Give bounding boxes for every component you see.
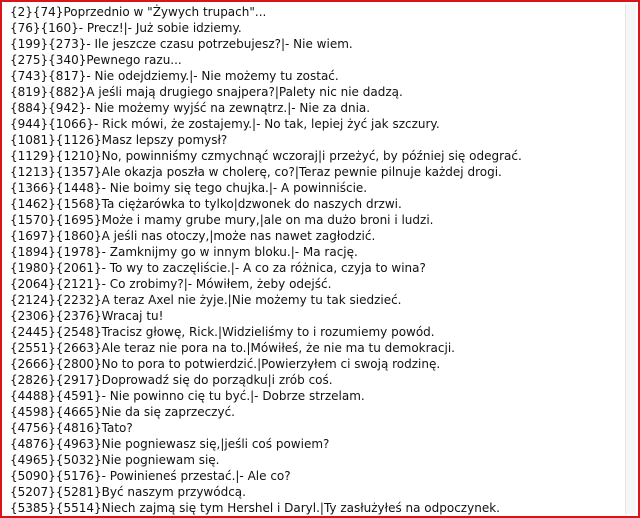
subtitle-line[interactable]: {1570}{1695}Może i mamy grube mury,|ale on ma dużo broni i ludzi. [10,213,434,227]
subtitle-line[interactable]: {4965}{5032}Nie pogniewam się. [10,453,220,467]
subtitle-line[interactable]: {4488}{4591}- Nie powinno cię tu być.|- Dobrze strzelam. [10,389,365,403]
subtitle-line[interactable]: {2445}{2548}Tracisz głowę, Rick.|Widzieliśmy to i rozumiemy powód. [10,325,435,339]
subtitle-line[interactable]: {275}{340}Pewnego razu... [10,53,182,67]
subtitle-line[interactable]: {4756}{4816}Tato? [10,421,133,435]
subtitle-line[interactable]: {2124}{2232}A teraz Axel nie żyje.|Nie możemy tu tak siedzieć. [10,293,402,307]
subtitle-line[interactable]: {2666}{2800}No to pora to potwierdzić.|Powierzyłem ci swoją rodzinę. [10,357,441,371]
subtitle-line[interactable]: {199}{273}- Ile jeszcze czasu potrzebujesz?|- Nie wiem. [10,37,353,51]
subtitle-line[interactable]: {2826}{2917}Doprowadź się do porządku|i zrób coś. [10,373,333,387]
subtitle-line[interactable]: {1081}{1126}Masz lepszy pomysł? [10,133,228,147]
subtitle-line[interactable]: {1129}{1210}No, powinniśmy czmychnąć wczoraj|i przeżyć, by później się odegrać. [10,149,522,163]
subtitle-line[interactable]: {2306}{2376}Wracaj tu! [10,309,164,323]
subtitle-line[interactable]: {5090}{5176}- Powinieneś przestać.|- Ale co? [10,469,291,483]
subtitle-line[interactable]: {1697}{1860}A jeśli nas otoczy,|może nas nawet zagłodzić. [10,229,376,243]
subtitle-line[interactable]: {1213}{1357}Ale okazja poszła w cholerę, co?|Teraz pewnie pilnuje każdej drogi. [10,165,502,179]
subtitle-line[interactable]: {1366}{1448}- Nie boimy się tego chujka.|- A powinniście. [10,181,368,195]
subtitle-text-area[interactable] [10,4,624,516]
subtitle-line[interactable]: {1980}{2061}- To wy to zaczęliście.|- A co za różnica, czyja to wina? [10,261,426,275]
subtitle-line[interactable]: {76}{160}- Precz!|- Już sobie idziemy. [10,21,242,35]
subtitle-line[interactable]: {2064}{2121}- Co zrobimy?|- Mówiłem, żeby odejść. [10,277,332,291]
subtitle-line[interactable]: {743}{817}- Nie odejdziemy.|- Nie możemy tu zostać. [10,69,339,83]
subtitle-line[interactable]: {5207}{5281}Być naszym przywódcą. [10,485,246,499]
subtitle-line[interactable]: {884}{942}- Nie możemy wyjść na zewnątrz.|- Nie za dnia. [10,101,371,115]
subtitle-line[interactable]: {2}{74}Poprzednio w "Żywych trupach"... [10,5,267,19]
subtitle-line[interactable]: {1894}{1978}- Zamknijmy go w innym bloku.|- Ma rację. [10,245,358,259]
subtitle-line[interactable]: {5385}{5514}Niech zajmą się tym Hershel i Daryl.|Ty zasłużyłeś na odpoczynek. [10,501,500,515]
subtitle-line[interactable]: {4876}{4963}Nie pogniewasz się,|jeśli coś powiem? [10,437,330,451]
subtitle-line[interactable]: {944}{1066}- Rick mówi, że zostajemy.|- No tak, lepiej żyć jak szczury. [10,117,440,131]
subtitle-line[interactable]: {4598}{4665}Nie da się zaprzeczyć. [10,405,235,419]
subtitle-line[interactable]: {2551}{2663}Ale teraz nie pora na to.|Mówiłeś, że nie ma tu demokracji. [10,341,455,355]
vertical-scrollbar[interactable] [625,4,636,514]
subtitle-line[interactable]: {819}{882}A jeśli mają drugiego snajpera?|Palety nic nie dadzą. [10,85,403,99]
subtitle-line[interactable]: {1462}{1568}Ta ciężarówka to tylko|dzwonek do naszych drzwi. [10,197,402,211]
